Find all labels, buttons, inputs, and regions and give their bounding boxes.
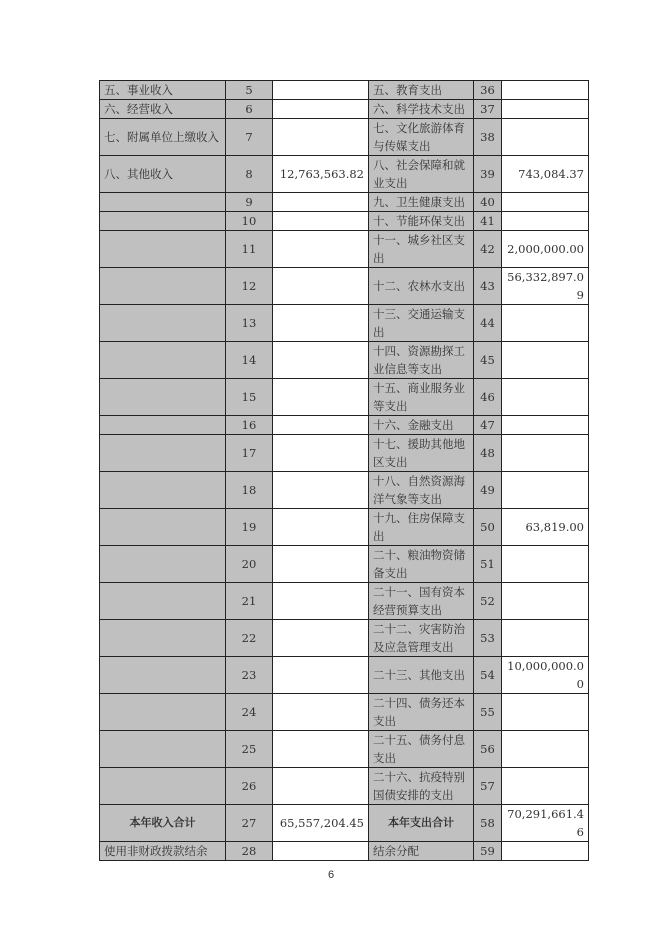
table-row <box>100 546 589 583</box>
expense-amount-cell <box>502 694 589 731</box>
expense-line-number-cell: 55 <box>474 694 502 731</box>
income-line-number-cell: 28 <box>226 842 273 861</box>
expense-line-number-cell: 40 <box>474 193 502 212</box>
income-line-number-cell: 5 <box>226 81 273 100</box>
table-row <box>100 731 589 768</box>
expense-line-number-cell: 56 <box>474 731 502 768</box>
expense-item-cell: 本年支出合计 <box>369 805 474 842</box>
expense-line-number-cell: 59 <box>474 842 502 861</box>
income-amount-cell <box>273 472 369 509</box>
table-row <box>100 305 589 342</box>
expense-amount-cell <box>502 731 589 768</box>
table-row <box>100 657 589 694</box>
expense-amount-cell <box>502 193 589 212</box>
expense-item-cell: 十七、援助其他地区支出 <box>369 435 474 472</box>
income-line-number-cell: 7 <box>226 119 273 156</box>
expense-amount-cell <box>502 342 589 379</box>
expense-item-cell: 二十四、债务还本支出 <box>369 694 474 731</box>
income-line-number-cell: 20 <box>226 546 273 583</box>
expense-item-cell: 二十、粮油物资储备支出 <box>369 546 474 583</box>
table-row <box>100 509 589 546</box>
income-item-cell <box>100 694 226 731</box>
expense-line-number-cell: 57 <box>474 768 502 805</box>
table-row <box>100 212 589 231</box>
expense-item-cell: 十八、自然资源海洋气象等支出 <box>369 472 474 509</box>
expense-item-cell: 二十三、其他支出 <box>369 657 474 694</box>
income-amount-cell <box>273 100 369 119</box>
expense-amount-cell <box>502 212 589 231</box>
expense-line-number-cell: 44 <box>474 305 502 342</box>
income-line-number-cell: 13 <box>226 305 273 342</box>
income-amount-cell <box>273 268 369 305</box>
expense-amount-cell <box>502 119 589 156</box>
table-row <box>100 472 589 509</box>
expense-item-cell: 十五、商业服务业等支出 <box>369 379 474 416</box>
expense-line-number-cell: 50 <box>474 509 502 546</box>
expense-item-cell: 二十一、国有资本经营预算支出 <box>369 583 474 620</box>
expense-item-cell: 九、卫生健康支出 <box>369 193 474 212</box>
expense-line-number-cell: 48 <box>474 435 502 472</box>
expense-amount-cell <box>502 100 589 119</box>
income-item-cell <box>100 305 226 342</box>
income-line-number-cell: 15 <box>226 379 273 416</box>
expense-line-number-cell: 58 <box>474 805 502 842</box>
income-item-cell <box>100 546 226 583</box>
expense-amount-cell: 743,084.37 <box>502 156 589 193</box>
income-item-cell <box>100 731 226 768</box>
expense-amount-cell <box>502 81 589 100</box>
income-item-cell <box>100 268 226 305</box>
income-line-number-cell: 8 <box>226 156 273 193</box>
income-amount-cell <box>273 768 369 805</box>
table-row <box>100 842 589 861</box>
expense-item-cell: 十九、住房保障支出 <box>369 509 474 546</box>
expense-line-number-cell: 42 <box>474 231 502 268</box>
income-item-cell <box>100 231 226 268</box>
income-item-cell <box>100 379 226 416</box>
income-line-number-cell: 16 <box>226 416 273 435</box>
expense-amount-cell: 56,332,897.09 <box>502 268 589 305</box>
income-line-number-cell: 23 <box>226 657 273 694</box>
table-row <box>100 379 589 416</box>
income-line-number-cell: 18 <box>226 472 273 509</box>
table-row <box>100 231 589 268</box>
income-item-cell <box>100 509 226 546</box>
expense-amount-cell <box>502 435 589 472</box>
expense-line-number-cell: 51 <box>474 546 502 583</box>
income-line-number-cell: 14 <box>226 342 273 379</box>
expense-item-cell: 六、科学技术支出 <box>369 100 474 119</box>
expense-item-cell: 二十六、抗疫特别国债安排的支出 <box>369 768 474 805</box>
income-line-number-cell: 27 <box>226 805 273 842</box>
income-amount-cell <box>273 342 369 379</box>
expense-amount-cell <box>502 768 589 805</box>
expense-amount-cell: 2,000,000.00 <box>502 231 589 268</box>
expense-line-number-cell: 39 <box>474 156 502 193</box>
expense-amount-cell <box>502 620 589 657</box>
income-amount-cell <box>273 731 369 768</box>
table-row <box>100 805 589 842</box>
expense-line-number-cell: 38 <box>474 119 502 156</box>
table-row <box>100 193 589 212</box>
expense-line-number-cell: 47 <box>474 416 502 435</box>
expense-item-cell: 十六、金融支出 <box>369 416 474 435</box>
income-amount-cell <box>273 620 369 657</box>
expense-amount-cell: 70,291,661.46 <box>502 805 589 842</box>
income-amount-cell <box>273 305 369 342</box>
table-row <box>100 342 589 379</box>
expense-line-number-cell: 36 <box>474 81 502 100</box>
expense-amount-cell: 63,819.00 <box>502 509 589 546</box>
expense-line-number-cell: 52 <box>474 583 502 620</box>
income-item-cell <box>100 583 226 620</box>
income-amount-cell <box>273 212 369 231</box>
expense-item-cell: 十四、资源勘探工业信息等支出 <box>369 342 474 379</box>
expense-amount-cell <box>502 583 589 620</box>
expense-item-cell: 二十五、债务付息支出 <box>369 731 474 768</box>
income-item-cell: 七、附属单位上缴收入 <box>100 119 226 156</box>
income-line-number-cell: 11 <box>226 231 273 268</box>
income-amount-cell <box>273 509 369 546</box>
table-row <box>100 416 589 435</box>
income-amount-cell <box>273 81 369 100</box>
expense-line-number-cell: 49 <box>474 472 502 509</box>
income-amount-cell <box>273 583 369 620</box>
income-line-number-cell: 24 <box>226 694 273 731</box>
income-item-cell <box>100 472 226 509</box>
page-number: 6 <box>327 869 335 881</box>
expense-item-cell: 十、节能环保支出 <box>369 212 474 231</box>
expense-line-number-cell: 37 <box>474 100 502 119</box>
income-item-cell: 使用非财政拨款结余 <box>100 842 226 861</box>
expense-line-number-cell: 54 <box>474 657 502 694</box>
income-line-number-cell: 26 <box>226 768 273 805</box>
expense-line-number-cell: 43 <box>474 268 502 305</box>
expense-line-number-cell: 45 <box>474 342 502 379</box>
income-item-cell <box>100 212 226 231</box>
expense-amount-cell: 10,000,000.00 <box>502 657 589 694</box>
income-item-cell <box>100 435 226 472</box>
table-row <box>100 156 589 193</box>
table-row <box>100 768 589 805</box>
expense-line-number-cell: 46 <box>474 379 502 416</box>
income-amount-cell <box>273 379 369 416</box>
expense-item-cell: 五、教育支出 <box>369 81 474 100</box>
expense-amount-cell <box>502 842 589 861</box>
expense-amount-cell <box>502 416 589 435</box>
income-line-number-cell: 10 <box>226 212 273 231</box>
income-amount-cell <box>273 231 369 268</box>
table-row <box>100 119 589 156</box>
income-item-cell: 本年收入合计 <box>100 805 226 842</box>
income-item-cell: 六、经营收入 <box>100 100 226 119</box>
income-expense-table <box>99 80 589 861</box>
income-item-cell: 八、其他收入 <box>100 156 226 193</box>
income-amount-cell <box>273 193 369 212</box>
income-line-number-cell: 6 <box>226 100 273 119</box>
expense-item-cell: 十三、交通运输支出 <box>369 305 474 342</box>
table-row <box>100 100 589 119</box>
income-line-number-cell: 25 <box>226 731 273 768</box>
table-row <box>100 620 589 657</box>
income-amount-cell: 12,763,563.82 <box>273 156 369 193</box>
income-item-cell <box>100 193 226 212</box>
income-line-number-cell: 19 <box>226 509 273 546</box>
expense-amount-cell <box>502 472 589 509</box>
income-line-number-cell: 17 <box>226 435 273 472</box>
expense-amount-cell <box>502 379 589 416</box>
income-amount-cell <box>273 416 369 435</box>
table-row <box>100 268 589 305</box>
table-row <box>100 583 589 620</box>
expense-amount-cell <box>502 546 589 583</box>
income-line-number-cell: 21 <box>226 583 273 620</box>
expense-item-cell: 八、社会保障和就业支出 <box>369 156 474 193</box>
income-item-cell: 五、事业收入 <box>100 81 226 100</box>
expense-item-cell: 二十二、灾害防治及应急管理支出 <box>369 620 474 657</box>
expense-line-number-cell: 53 <box>474 620 502 657</box>
income-amount-cell <box>273 546 369 583</box>
income-item-cell <box>100 768 226 805</box>
table-row <box>100 81 589 100</box>
income-amount-cell <box>273 435 369 472</box>
expense-item-cell: 十二、农林水支出 <box>369 268 474 305</box>
table-row <box>100 694 589 731</box>
income-amount-cell <box>273 119 369 156</box>
income-item-cell <box>100 620 226 657</box>
expense-item-cell: 结余分配 <box>369 842 474 861</box>
expense-line-number-cell: 41 <box>474 212 502 231</box>
income-amount-cell: 65,557,204.45 <box>273 805 369 842</box>
expense-item-cell: 七、文化旅游体育与传媒支出 <box>369 119 474 156</box>
income-line-number-cell: 22 <box>226 620 273 657</box>
income-amount-cell <box>273 694 369 731</box>
income-item-cell <box>100 342 226 379</box>
income-amount-cell <box>273 842 369 861</box>
income-line-number-cell: 12 <box>226 268 273 305</box>
table-row <box>100 435 589 472</box>
income-amount-cell <box>273 657 369 694</box>
income-line-number-cell: 9 <box>226 193 273 212</box>
income-item-cell <box>100 416 226 435</box>
income-item-cell <box>100 657 226 694</box>
expense-amount-cell <box>502 305 589 342</box>
expense-item-cell: 十一、城乡社区支出 <box>369 231 474 268</box>
